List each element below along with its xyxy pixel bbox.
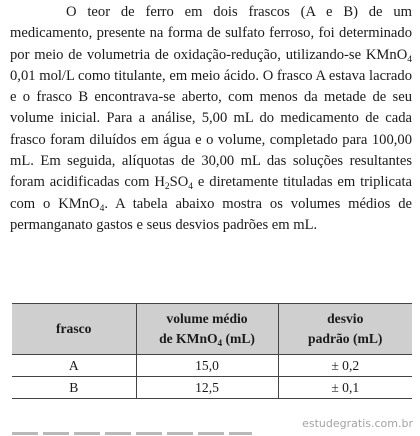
header-volume-medio (136, 304, 278, 355)
paragraph-text-1: O teor de ferro em dois frascos (A e B) de um medicamento, presente na forma de sulfato ferroso, foi determinado por meio de volumetria de oxidação-redução, utilizando-se KMnO (10, 4, 412, 63)
header-desvio-line1: desvio (327, 311, 364, 326)
cell-volume: 15,0 (136, 355, 278, 377)
paragraph-text-4: e diretamente tituladas em triplicata com o KMnO (10, 174, 412, 212)
header-volume-subscript: 4 (217, 338, 223, 348)
header-volume-line2b: (mL) (222, 331, 255, 346)
cropped-next-line (12, 425, 252, 436)
header-volume-line1: volume médio (166, 311, 248, 326)
header-volume-line2a: de KMnO (159, 331, 218, 346)
header-desvio-padrao (278, 304, 412, 355)
cell-volume: 12,5 (136, 377, 278, 399)
paragraph-text-2: 0,01 mol/L como titulante, em meio ácido. O frasco A estava lacrado e o frasco B encontrava-se aberto, com menos da metade de seu volume inicial. Para a análise, 5,00 mL do medicamento de cada frasco foram diluídos em água e o volume, completado para 100,00 mL. Em seguida, alíquotas de 30,00 mL das soluções resultantes foram acidificadas com H (10, 67, 412, 191)
paragraph-subscript-1: 4 (407, 54, 412, 65)
header-frasco: frasco (12, 304, 136, 355)
watermark: estudegratis.com.br (302, 417, 413, 430)
paragraph-subscript-2: 2 (164, 182, 170, 193)
table-row (12, 377, 412, 399)
paragraph-text-5: . A tabela abaixo mostra os volumes médios de permanganato gastos e seus desvios padrões em mL. (10, 195, 412, 233)
table-header-row (12, 304, 412, 355)
cell-frasco: B (12, 377, 136, 399)
cell-desvio: ± 0,2 (278, 355, 412, 377)
results-table (12, 303, 412, 399)
paragraph-subscript-3: 4 (188, 182, 194, 193)
paragraph-subscript-4: 4 (99, 203, 105, 214)
paragraph-text-3: SO (169, 174, 189, 191)
cell-frasco: A (12, 355, 136, 377)
cropped-text-fragment (12, 432, 252, 435)
table-row (12, 355, 412, 377)
header-desvio-line2: padrão (mL) (308, 331, 383, 346)
cell-desvio: ± 0,1 (278, 377, 412, 399)
question-paragraph (10, 2, 412, 236)
